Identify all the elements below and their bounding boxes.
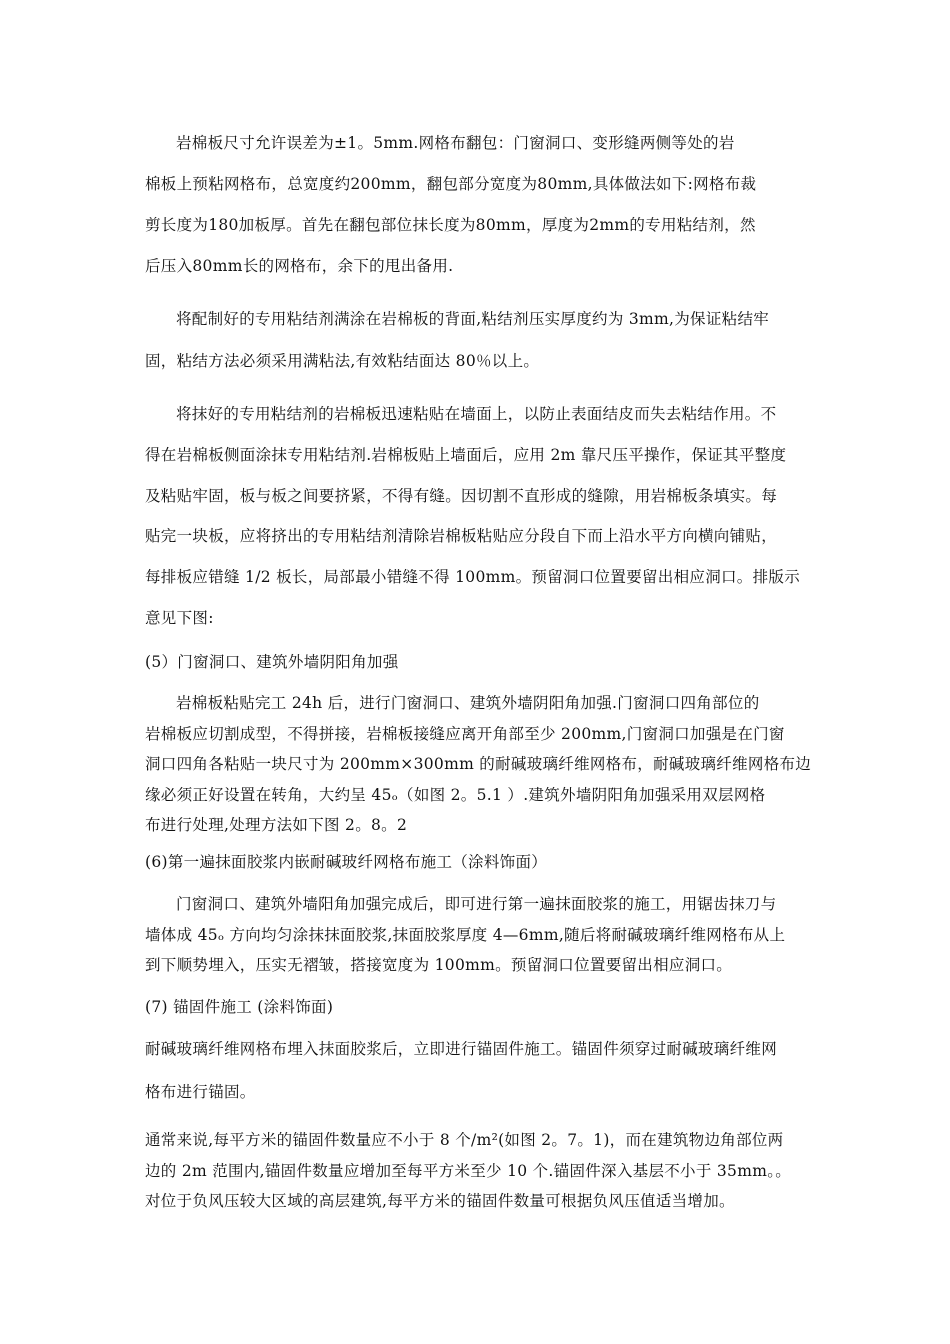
paragraph-line: 棉板上预粘网格布，总宽度约200mm，翻包部分宽度为80mm,具体做法如下:网格布裁 bbox=[145, 175, 757, 193]
paragraph-line: 岩棉板粘贴完工 24h 后，进行门窗洞口、建筑外墙阴阳角加强.门窗洞口四角部位的 bbox=[176, 694, 760, 712]
paragraph-line: 将配制好的专用粘结剂满涂在岩棉板的背面,粘结剂压实厚度约为 3mm,为保证粘结牢 bbox=[176, 310, 770, 328]
section-heading: (7) 锚固件施工 (涂料饰面) bbox=[145, 998, 334, 1016]
paragraph-line: 布进行处理,处理方法如下图 2。8。2 bbox=[145, 816, 408, 834]
paragraph-line: 耐碱玻璃纤维网格布埋入抹面胶浆后，立即进行锚固件施工。锚固件须穿过耐碱玻璃纤维网 bbox=[145, 1040, 778, 1058]
paragraph-line: 缘必须正好设置在转角，大约呈 45ₒ（如图 2。5.1 ）.建筑外墙阴阳角加强采用双层网格 bbox=[145, 786, 766, 804]
paragraph-line: 得在岩棉板侧面涂抹专用粘结剂.岩棉板贴上墙面后，应用 2m 靠尺压平操作，保证其平整度 bbox=[145, 446, 787, 464]
paragraph-line: 通常来说,每平方米的锚固件数量应不小于 8 个/m²(如图 2。7。1)，而在建筑物边角部位两 bbox=[145, 1131, 784, 1149]
paragraph-line: 墙体成 45ₒ 方向均匀涂抹抹面胶浆,抹面胶浆厚度 4—6mm,随后将耐碱玻璃纤维网格布从上 bbox=[145, 926, 786, 944]
paragraph-line: 贴完一块板，应将挤出的专用粘结剂清除岩棉板粘贴应分段自下而上沿水平方向横向铺贴， bbox=[145, 527, 778, 545]
paragraph-line: 每排板应错缝 1/2 板长，局部最小错缝不得 100mm。预留洞口位置要留出相应洞口。排版示 bbox=[145, 568, 801, 586]
paragraph-line: 及粘贴牢固，板与板之间要挤紧，不得有缝。因切割不直形成的缝隙，用岩棉板条填实。每 bbox=[145, 487, 778, 505]
section-heading: (6)第一遍抹面胶浆内嵌耐碱玻纤网格布施工（涂料饰面） bbox=[145, 853, 548, 871]
paragraph-line: 后压入80mm长的网格布，余下的甩出备用. bbox=[145, 257, 454, 275]
section-heading: (5）门窗洞口、建筑外墙阴阳角加强 bbox=[145, 653, 399, 671]
paragraph-line: 对位于负风压较大区域的高层建筑,每平方米的锚固件数量可根据负风压值适当增加。 bbox=[145, 1192, 735, 1210]
paragraph-line: 岩棉板尺寸允许误差为±1。5mm.网格布翻包：门窗洞口、变形缝两侧等处的岩 bbox=[176, 134, 735, 152]
paragraph-line: 固，粘结方法必须采用满粘法,有效粘结面达 80％以上。 bbox=[145, 352, 540, 370]
paragraph-line: 岩棉板应切割成型，不得拼接，岩棉板接缝应离开角部至少 200mm,门窗洞口加强是在门窗 bbox=[145, 725, 785, 743]
paragraph-line: 将抹好的专用粘结剂的岩棉板迅速粘贴在墙面上，以防止表面结皮而失去粘结作用。不 bbox=[176, 405, 777, 423]
paragraph-line: 门窗洞口、建筑外墙阳角加强完成后，即可进行第一遍抹面胶浆的施工，用锯齿抹刀与 bbox=[176, 895, 777, 913]
paragraph-line: 意见下图: bbox=[145, 609, 214, 627]
paragraph-line: 边的 2m 范围内,锚固件数量应增加至每平方米至少 10 个.锚固件深入基层不小于 35mm。。 bbox=[145, 1162, 792, 1180]
paragraph-line: 洞口四角各粘贴一块尺寸为 200mm×300mm 的耐碱玻璃纤维网格布，耐碱玻璃纤维网格布边 bbox=[145, 755, 812, 773]
paragraph-line: 到下顺势埋入，压实无褶皱，搭接宽度为 100mm。预留洞口位置要留出相应洞口。 bbox=[145, 956, 733, 974]
paragraph-line: 剪长度为180加板厚。首先在翻包部位抹长度为80mm，厚度为2mm的专用粘结剂，然 bbox=[145, 216, 756, 234]
paragraph-line: 格布进行锚固。 bbox=[145, 1083, 256, 1101]
